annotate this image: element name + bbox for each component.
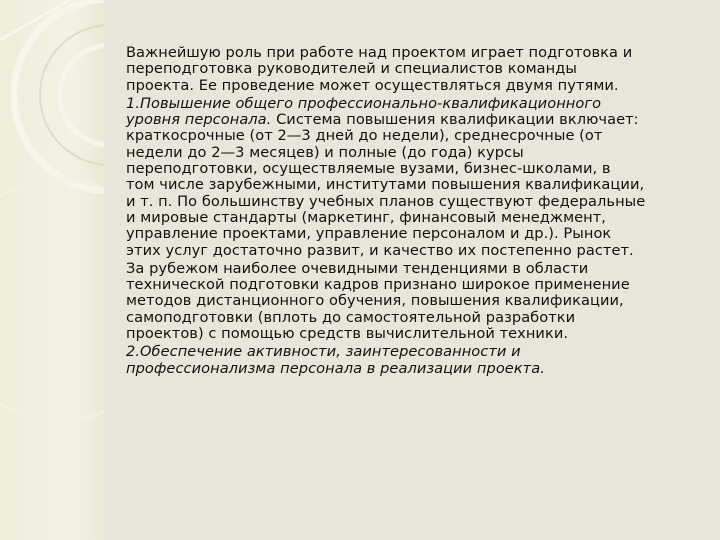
decorative-side-panel <box>0 0 104 540</box>
text-line: и т. п. По большинству учебных планов существуют федеральные <box>126 192 646 210</box>
text-line: проектов) с помощью средств вычислительной техники. <box>126 325 569 343</box>
italic-heading-text: уровня персонала. <box>126 111 272 129</box>
text-line <box>126 112 706 128</box>
decor-ring-lower <box>0 180 104 420</box>
text-line: переподготовки, осуществляемые вузами, бизнес-школами, в <box>126 160 611 178</box>
decor-ring-small <box>60 45 104 145</box>
text-line: методов дистанционного обучения, повышения квалификации, <box>126 292 624 310</box>
text-line: проекта. Ее проведение может осуществляться двумя путями. <box>126 76 619 94</box>
paragraph <box>126 261 706 342</box>
text-line: Важнейшую роль при работе над проектом играет подготовка и <box>126 44 633 61</box>
text-line <box>126 344 706 360</box>
text-line: недели до 2—3 месяцев) и полные (до года) курсы <box>126 143 524 161</box>
italic-heading-text: 1.Повышение общего профессионально-квалификационного <box>126 94 602 112</box>
body-text: Система повышения квалификации включает: <box>271 111 639 129</box>
slide-text-body <box>126 45 706 377</box>
text-line: том числе зарубежными, институтами повышения квалификации, <box>126 176 645 194</box>
paragraph <box>126 344 706 377</box>
text-line: самоподготовки (вплоть до самостоятельной разработки <box>126 308 576 326</box>
text-line <box>126 96 706 112</box>
italic-heading-text: 2.Обеспечение активности, заинтересованности и <box>126 343 521 361</box>
italic-heading-text: профессионализма персонала в реализации проекта. <box>126 359 545 377</box>
paragraph <box>126 45 706 94</box>
text-line: технической подготовки кадров признано широкое применение <box>126 276 630 294</box>
paragraph <box>126 96 706 259</box>
text-line: этих услуг достаточно развит, и качество их постепенно растет. <box>126 241 634 259</box>
text-line: переподготовка руководителей и специалистов команды <box>126 60 577 78</box>
text-line: управление проектами, управление персоналом и др.). Рынок <box>126 225 612 243</box>
text-line <box>126 361 706 377</box>
decorative-circles-graphic <box>0 0 104 540</box>
text-line: и мировые стандарты (маркетинг, финансовый менеджмент, <box>126 208 606 226</box>
text-line: краткосрочные (от 2—3 дней до недели), среднесрочные (от <box>126 127 603 145</box>
text-line: За рубежом наиболее очевидными тенденциями в области <box>126 259 589 277</box>
